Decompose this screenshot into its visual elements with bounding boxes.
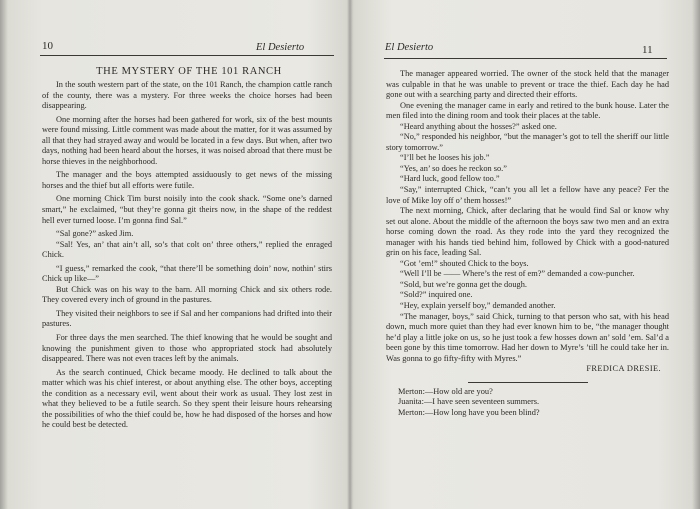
paragraph: “I guess,” remarked the cook, “that there’ll be something doin’ now, nothin’ stirs Chick up like—” [42,263,332,284]
right-text-column [386,69,669,419]
paragraph: “Sal gone?” asked Jim. [56,229,134,239]
header-rule [40,55,334,56]
author-signature: FREDICA DRESIE. [586,364,661,374]
paragraph: One morning after the horses had been gathered for work, six of the best mounts were found missing. Little comment was made about the matter, for it was assumed by all that they had strayed away and would be located in a few days. But when, after two days, nothing had been heard about the horses, it was noised abroad that there must be horse thieves in the neighborhood. [42,114,332,166]
header-rule [384,58,667,59]
paragraph: “The manager, boys,” said Chick, turning to that person who sat, with his head down, much more quiet than they had ever known him to be, “the manager thought he’d play a little joke on us, so he just took a few hosses down an’ sold ’em. Sal’d a been gone by this time tomorrow. Had her down to Myre’s ’till he could take her in. Was gonna to go fifty-fifty with Myres.” [386,311,669,363]
paragraph: But Chick was on his way to the barn. All morning Chick and six others rode. They covered every inch of ground in the pastures. [42,284,332,305]
left-text-column [42,80,332,431]
paragraph: As the search continued, Chick became moody. He declined to talk about the matter which was his chief interest, or about anything else. The other boys, accepting the condition as a necessary evil, went about their work as usual. They lost zest in what they believed to be a futile search. So they spent their leisure hours rehearsing the possibilities of who the thief could be, how he had disposed of the horses and how he could best be detected. [42,367,332,430]
paragraph: For three days the men searched. The thief knowing that he would be sought and knowing the punishment given to those who appropriated stock had absolutely disappeared. There was not even traces left by the animals. [42,333,332,364]
paragraph: One morning Chick Tim burst noisily into the cook shack. “Some one’s darned smart,” he exclaimed, “but they’re gonna git theirs now, in the shape of the reddest hell ever turned loose. I’m gonna find Sal.” [42,194,332,225]
paragraph: One evening the manager came in early and retired to the bunk house. Later the men filed into the dining room and took their places at the table. [386,100,669,121]
paragraph: In the south western part of the state, on the 101 Ranch, the champion cattle ranch of the county, there was a mystery. For three weeks the choice horses had been disappearing. [42,80,332,111]
paragraph: They visited their neighbors to see if Sal and her companions had drifted into their pastures. [42,308,332,329]
paragraph: “No,” responded his neighbor, “but the manager’s got to tell the sheriff our little story tomorrow.” [386,132,669,152]
right-page [351,0,700,509]
paragraph: “Sold?” inquired one. [400,290,473,300]
paragraph: “Got ’em!” shouted Chick to the boys. [400,258,529,268]
paragraph: “Say,” interrupted Chick, “can’t you all let a fellow have any peace? Fer the love of Mike loy off o’ them hosses!” [386,185,669,205]
paragraph: “Hey, explain yerself boy,” demanded another. [400,301,556,311]
running-head: El Desierto [256,42,305,53]
page-number: 10 [42,40,53,52]
running-head: El Desierto [385,42,434,53]
page-number: 11 [642,44,653,56]
paragraph: “Heard anything about the hosses?” asked one. [400,121,557,131]
dialogue-line: Merton:—How old are you? [398,386,493,396]
dialogue-line: Juanita:—I have seen seventeen summers. [398,397,540,407]
paragraph: “Sold, but we’re gonna get the dough. [400,279,527,289]
paragraph: “I’ll bet he looses his job.” [400,153,490,163]
paragraph: The next morning, Chick, after declaring that he would find Sal or know why set out alone. About the middle of the afternoon the boys saw two men and an extra horse coming down the road. As they rode into the yard they recognized the manager with his hands tied behind him, followed by Chick with a good-natured grin on his face, leading Sal. [386,206,669,258]
paragraph: “Yes, an’ so does he reckon so.” [400,163,507,173]
paragraph: The manager and the boys attempted assiduously to get news of the missing horses and the thief but all efforts were futile. [42,170,332,190]
paragraph: “Sal! Yes, an’ that ain’t all, so’s that colt on’ three others,” replied the enraged Chick. [42,239,332,260]
paragraph: The manager appeared worried. The owner of the stock held that the manager was culpable in that he was unable to prevent or trace the thief. Each day he had gone out with a searching party and directed their efforts. [386,69,669,100]
dialogue-snippet [386,387,669,419]
dialogue-line: Merton:—How long have you been blind? [398,407,540,417]
paragraph: “Hard luck, good fellow too.” [400,174,500,184]
paragraph: “Well I’ll be —— Where’s the rest of em?” demanded a cow-puncher. [400,269,635,279]
section-divider [468,382,588,383]
article-title: THE MYSTERY OF THE 101 RANCH [96,66,282,77]
